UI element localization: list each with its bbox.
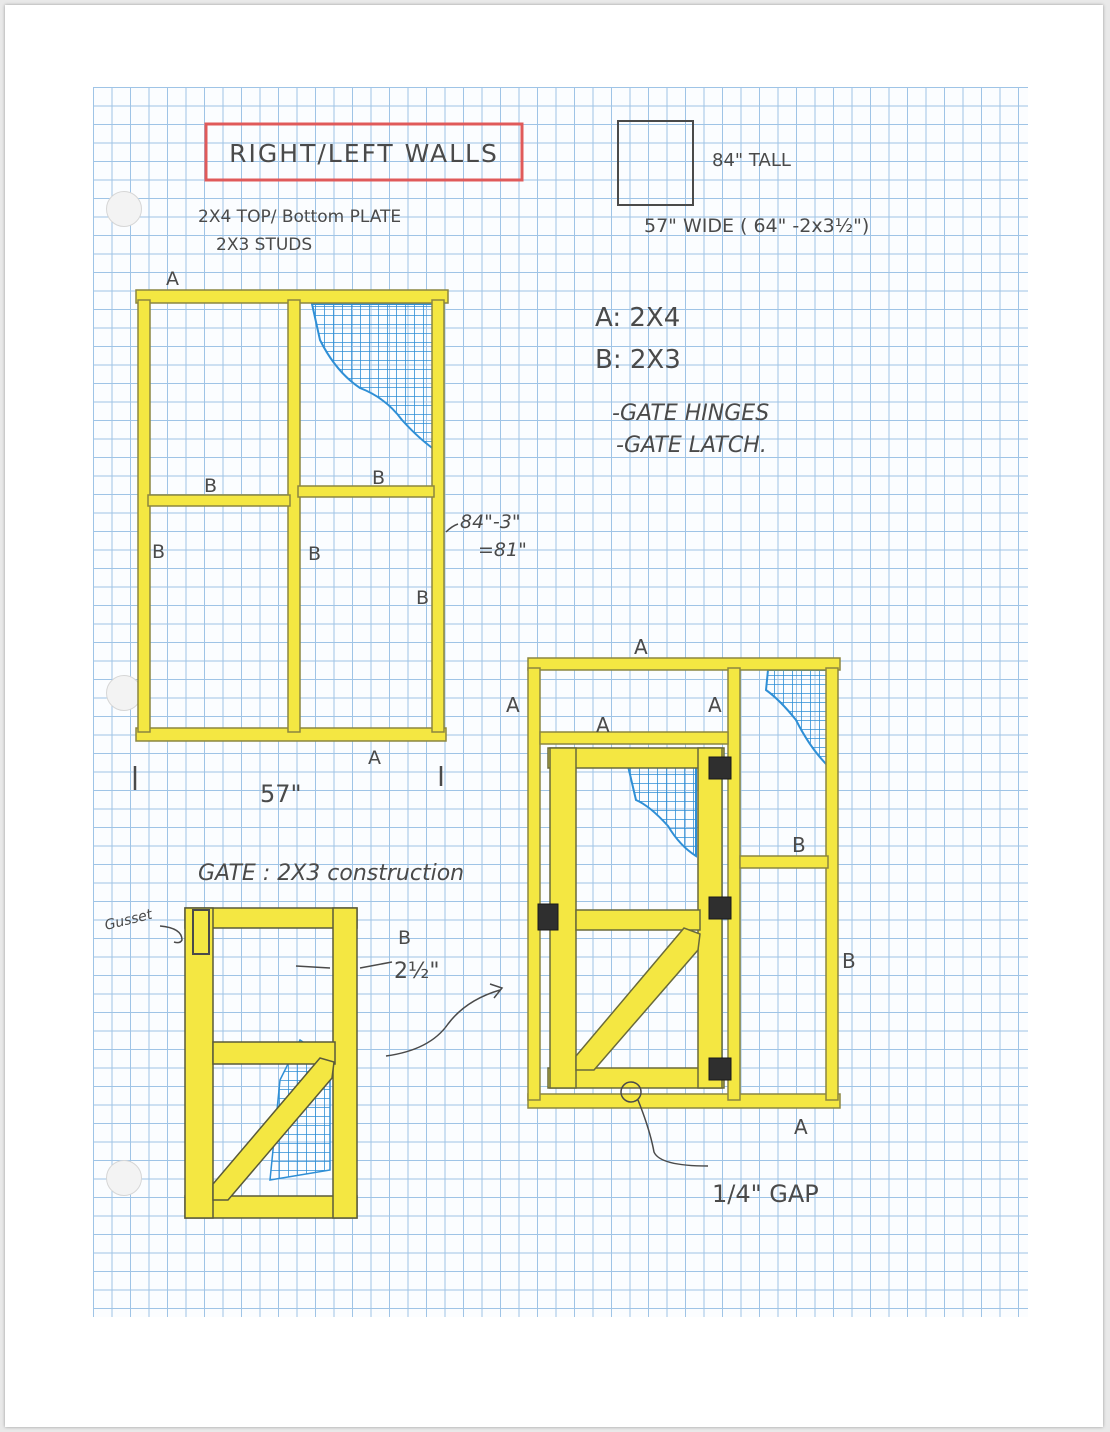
assembled-label-a-header: A [596, 713, 610, 737]
gate-brace [576, 928, 700, 1070]
gate-detail-mid-rail [213, 1042, 335, 1064]
legend-a: A: 2X4 [595, 303, 681, 333]
dim-wide: 57" WIDE ( 64" -2x3½") [644, 215, 870, 237]
assembled-label-a-post: A [708, 693, 722, 717]
label-b-right-stud: B [416, 587, 430, 609]
right-stud-b [432, 300, 444, 732]
wall-frame [136, 290, 448, 741]
right-blocking-b [298, 486, 434, 497]
label-b-left-stud: B [152, 541, 166, 563]
hinge-top-icon [709, 757, 731, 779]
stud-height-calc: 84"-3" [460, 511, 521, 533]
assembled-label-b-block: B [792, 833, 806, 857]
assembled-gate-post-a [728, 668, 740, 1100]
gate-detail-frame [185, 908, 357, 1218]
lumber-note-studs: 2X3 STUDS [216, 235, 313, 255]
assembled-bottom-plate-a [528, 1094, 840, 1108]
wall-proportion-square [618, 121, 693, 205]
label-a-top: A [166, 268, 179, 290]
wall-width-57: 57" [260, 780, 302, 808]
assembled-wall-mesh [766, 670, 828, 766]
label-b-block-right: B [372, 467, 386, 489]
assembled-gate [548, 748, 724, 1088]
label-b-center-stud: B [308, 543, 322, 565]
gate-width-b: B [398, 927, 412, 949]
detail-arrow [386, 990, 500, 1056]
stud-height-result: =81" [478, 539, 527, 561]
assembled-label-a-left: A [506, 693, 520, 717]
center-stud-b [288, 300, 300, 732]
assembled-blocking-b [740, 856, 828, 868]
hinge-bottom-icon [709, 1058, 731, 1080]
gap-label: 1/4" GAP [712, 1180, 819, 1208]
gate-latch-icon [538, 904, 558, 930]
assembled-label-b-stud: B [842, 949, 856, 973]
label-a-bottom: A [368, 747, 381, 769]
gate-width-value: 2½" [394, 959, 440, 984]
assembled-label-a-top: A [634, 635, 648, 659]
assembled-right-stud-b [826, 668, 838, 1100]
gate-mid-rail [576, 910, 700, 930]
left-stud-b [138, 300, 150, 732]
wire-mesh-panel [312, 304, 438, 452]
sheet-title: RIGHT/LEFT WALLS [229, 139, 499, 168]
gate-title: GATE : 2X3 construction [198, 861, 465, 886]
assembled-left-post-a [528, 668, 540, 1100]
label-b-block-left: B [204, 475, 218, 497]
hardware-latch: -GATE LATCH. [616, 433, 767, 458]
dim-tall: 84" TALL [712, 150, 791, 171]
assembled-label-a-bottom: A [794, 1115, 808, 1139]
left-blocking-b [148, 495, 290, 506]
assembled-header-a [540, 732, 728, 744]
lumber-note-plates: 2X4 TOP/ Bottom PLATE [198, 207, 402, 227]
gusset-label: Gusset [103, 906, 154, 934]
assembled-gate-mesh [628, 766, 696, 856]
hardware-hinges: -GATE HINGES [612, 401, 770, 426]
gate-detail-right-stile [333, 908, 357, 1218]
hinge-middle-icon [709, 897, 731, 919]
gap-leader-line [638, 1100, 708, 1166]
assembled-top-plate-a [528, 658, 840, 670]
legend-b: B: 2X3 [595, 345, 681, 375]
